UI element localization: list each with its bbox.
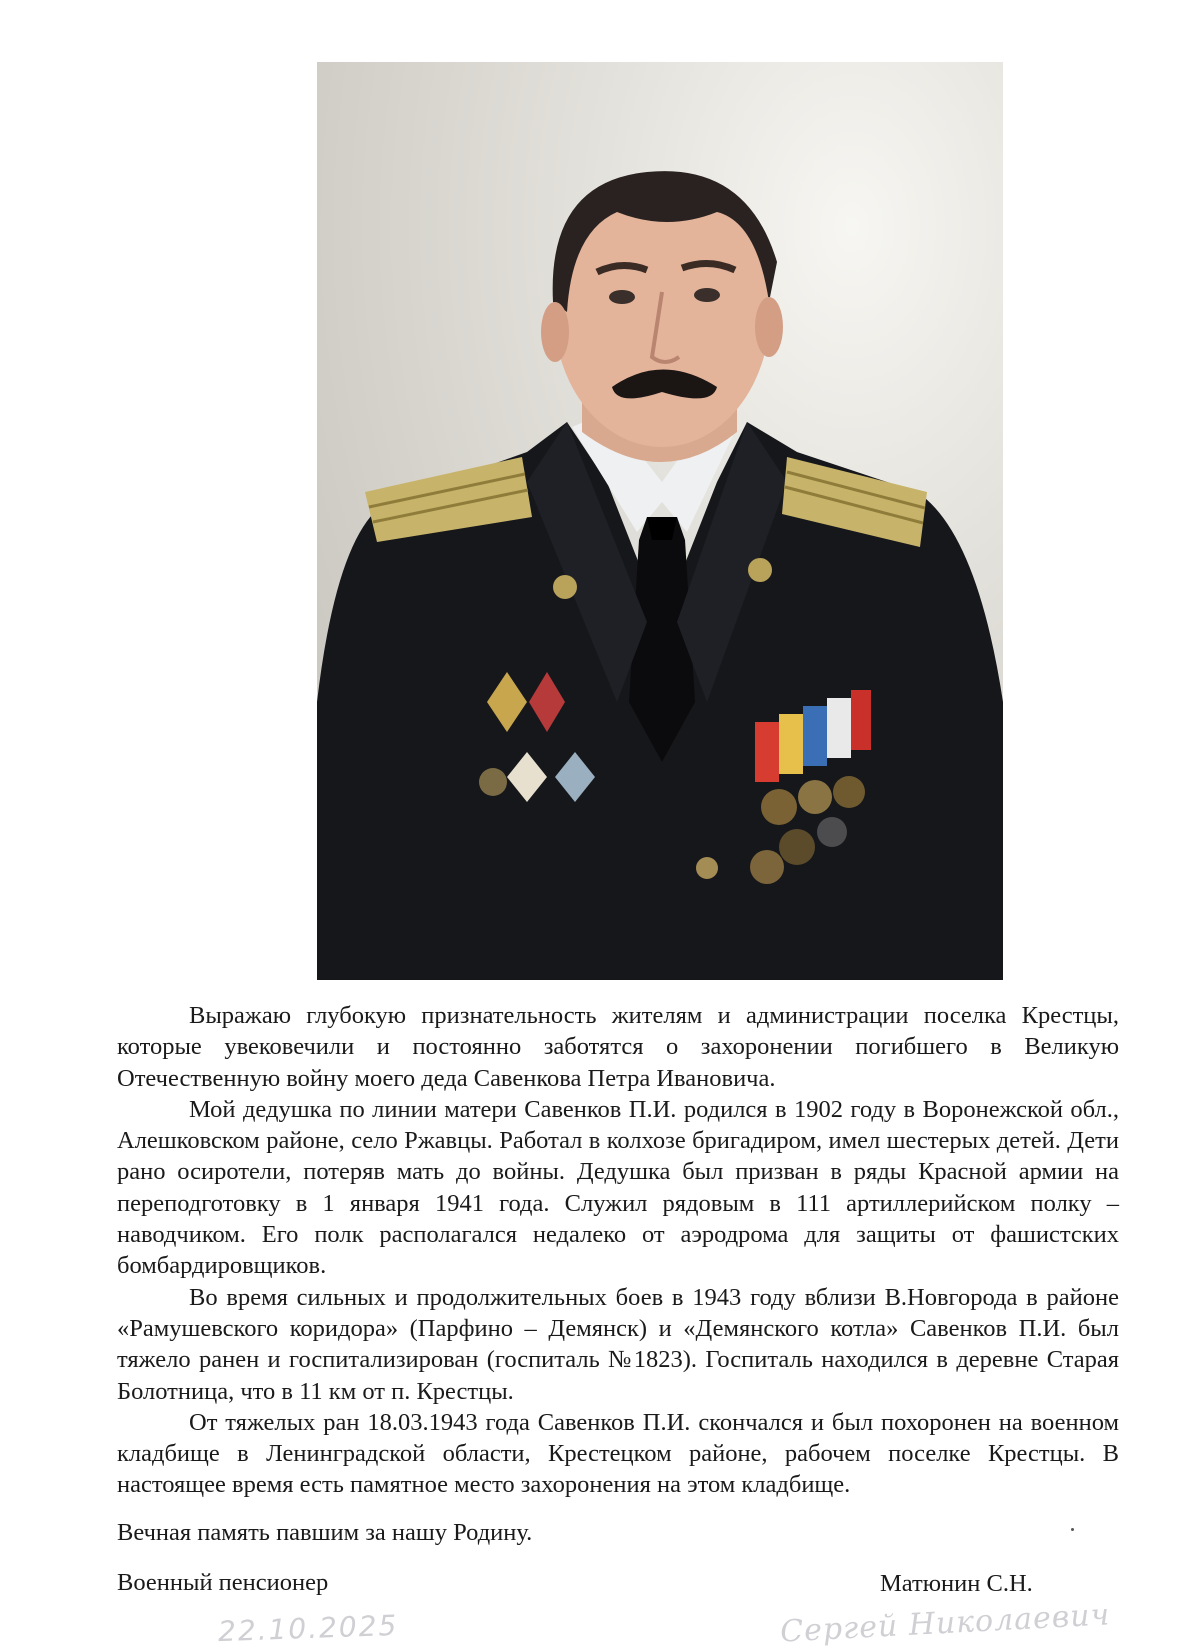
- paragraph-biography: Мой дедушка по линии матери Савенков П.И. родился в 1902 году в Воронежской обл., Алешковском районе, село Ржавцы. Работал в колхозе бригадиром, имел шестерых детей. Дети рано осиротели, потеряв мать до войны. Дедушка был призван в ряды Красной армии на переподготовку в 1 января 1941 года. Служил рядовым в 111 артиллерийском полку – наводчиком. Его полк располагался недалеко от аэродрома для защиты от фашистских бомбардировщиков.: [117, 1095, 1119, 1280]
- signer-name: Матюнин С.Н.: [880, 1570, 1033, 1597]
- portrait-photo: [317, 62, 1003, 980]
- paragraph-battle: Во время сильных и продолжительных боев в 1943 году вблизи В.Новгорода в районе «Рамушевского коридора» (Парфино – Демянск) и «Демянского котла» Савенков П.И. был тяжело ранен и госпитализирован (госпиталь №1823). Госпиталь находился в деревне Старая Болотница, что в 11 км от п. Крестцы.: [117, 1283, 1119, 1405]
- portrait-illustration: [317, 62, 1003, 980]
- letter-body: [117, 1000, 1119, 1501]
- handwritten-signature: Сергей Николаевич: [779, 1597, 1112, 1650]
- handwritten-date: 22.10.2025: [217, 1608, 399, 1649]
- paragraph-burial: От тяжелых ран 18.03.1943 года Савенков П.И. скончался и был похоронен на военном кладбище в Ленинградской области, Крестецком районе, рабочем поселке Крестцы. В настоящее время есть памятное место захоронения на этом кладбище.: [117, 1408, 1119, 1499]
- closing-line: Вечная память павшим за нашу Родину.: [117, 1519, 533, 1546]
- signer-title: Военный пенсионер: [117, 1569, 329, 1596]
- paragraph-gratitude: Выражаю глубокую признательность жителям и администрации поселка Крестцы, которые увековечили и постоянно заботятся о захоронении погибшего в Великую Отечественную войну моего деда Савенкова Петра Ивановича.: [117, 1002, 1119, 1092]
- stray-dot: [1071, 1528, 1074, 1531]
